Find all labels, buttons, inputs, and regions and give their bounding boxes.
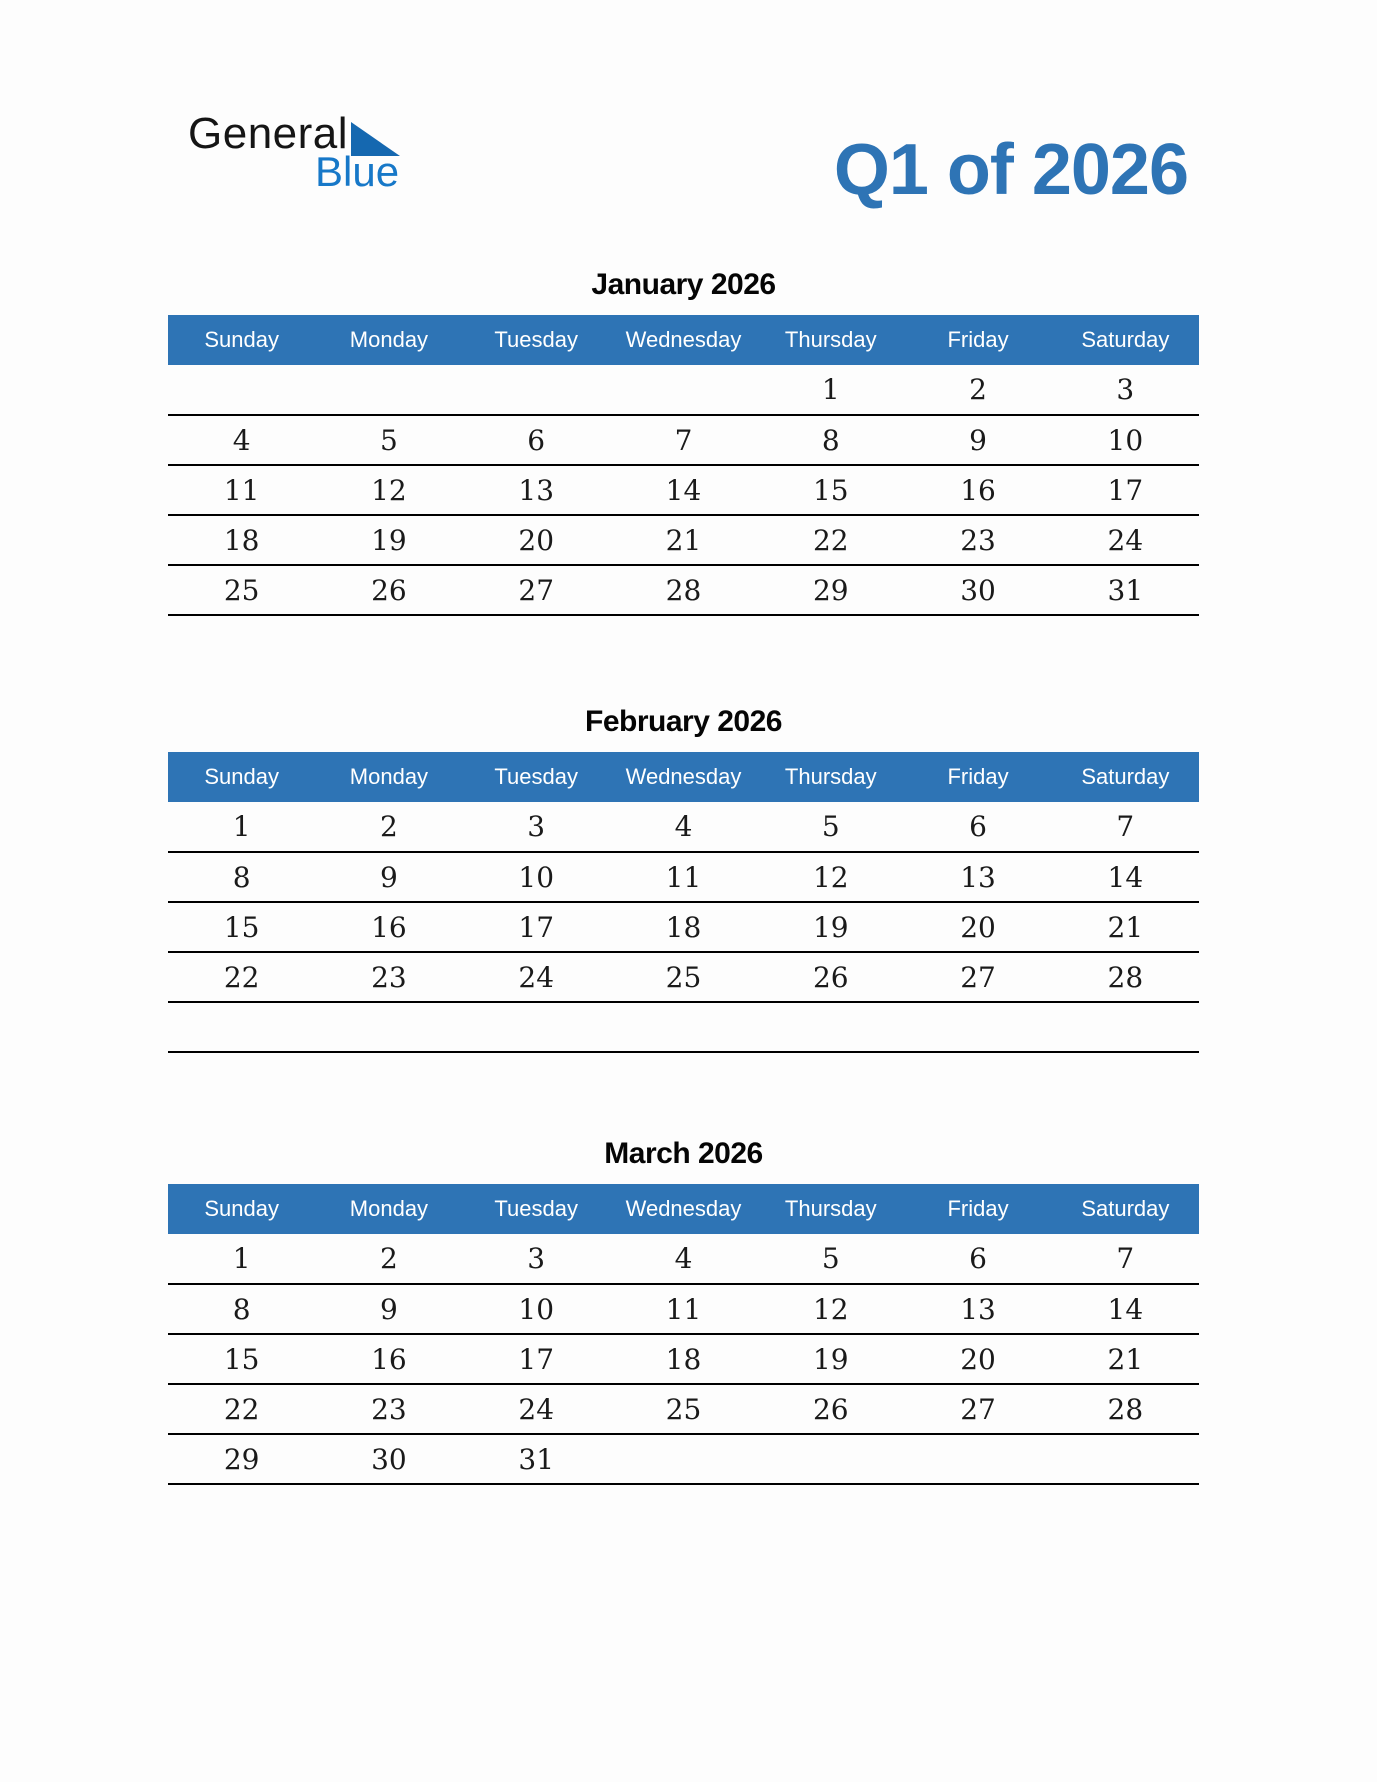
date-cell: 27 — [904, 952, 1051, 1002]
empty-date-cell — [1052, 1002, 1199, 1052]
date-cell: 24 — [1052, 515, 1199, 565]
empty-date-cell — [315, 365, 462, 415]
date-cell: 4 — [610, 1234, 757, 1284]
date-cell: 2 — [315, 802, 462, 852]
month-section — [168, 704, 1199, 1053]
weekday-header-row — [168, 315, 1199, 365]
date-cell: 20 — [904, 1334, 1051, 1384]
date-cell: 21 — [1052, 902, 1199, 952]
date-cell: 1 — [168, 802, 315, 852]
date-cell: 8 — [168, 852, 315, 902]
weekday-header: Monday — [315, 315, 462, 365]
date-cell: 14 — [1052, 1284, 1199, 1334]
empty-date-cell — [757, 1002, 904, 1052]
empty-date-cell — [904, 1434, 1051, 1484]
weekday-header: Sunday — [168, 752, 315, 802]
date-cell: 10 — [463, 852, 610, 902]
date-cell: 10 — [1052, 415, 1199, 465]
date-cell: 9 — [315, 1284, 462, 1334]
week-row — [168, 1434, 1199, 1484]
weekday-header: Friday — [904, 315, 1051, 365]
weekday-header: Wednesday — [610, 315, 757, 365]
date-cell: 29 — [168, 1434, 315, 1484]
empty-date-cell — [463, 1002, 610, 1052]
date-cell: 7 — [1052, 802, 1199, 852]
weekday-header: Sunday — [168, 315, 315, 365]
date-cell: 17 — [463, 902, 610, 952]
date-cell: 26 — [757, 952, 904, 1002]
week-row — [168, 1284, 1199, 1334]
month-calendar-table — [168, 752, 1199, 1053]
empty-date-cell — [168, 1002, 315, 1052]
date-cell: 14 — [1052, 852, 1199, 902]
week-row — [168, 515, 1199, 565]
date-cell: 9 — [904, 415, 1051, 465]
date-cell: 14 — [610, 465, 757, 515]
date-cell: 31 — [463, 1434, 610, 1484]
empty-date-cell — [610, 1002, 757, 1052]
date-cell: 30 — [904, 565, 1051, 615]
weekday-header: Wednesday — [610, 752, 757, 802]
weekday-header: Monday — [315, 1184, 462, 1234]
date-cell: 2 — [315, 1234, 462, 1284]
date-cell: 20 — [904, 902, 1051, 952]
date-cell: 25 — [610, 1384, 757, 1434]
month-section — [168, 267, 1199, 616]
weekday-header: Tuesday — [463, 1184, 610, 1234]
date-cell: 31 — [1052, 565, 1199, 615]
date-cell: 15 — [757, 465, 904, 515]
week-row — [168, 1334, 1199, 1384]
empty-date-cell — [610, 365, 757, 415]
date-cell: 28 — [610, 565, 757, 615]
week-row — [168, 1234, 1199, 1284]
week-row — [168, 415, 1199, 465]
date-cell: 12 — [757, 1284, 904, 1334]
date-cell: 15 — [168, 902, 315, 952]
date-cell: 11 — [610, 1284, 757, 1334]
date-cell: 24 — [463, 1384, 610, 1434]
general-blue-logo — [188, 109, 400, 195]
week-row — [168, 465, 1199, 515]
logo-text-general: General — [188, 109, 349, 158]
date-cell: 1 — [168, 1234, 315, 1284]
date-cell: 1 — [757, 365, 904, 415]
weekday-header: Saturday — [1052, 315, 1199, 365]
date-cell: 23 — [315, 952, 462, 1002]
date-cell: 18 — [168, 515, 315, 565]
date-cell: 5 — [315, 415, 462, 465]
date-cell: 19 — [757, 902, 904, 952]
weekday-header-row — [168, 1184, 1199, 1234]
date-cell: 28 — [1052, 952, 1199, 1002]
month-title: March 2026 — [604, 1137, 763, 1170]
date-cell: 11 — [610, 852, 757, 902]
week-row — [168, 365, 1199, 415]
date-cell: 12 — [315, 465, 462, 515]
date-cell: 22 — [168, 1384, 315, 1434]
week-row — [168, 852, 1199, 902]
date-cell: 25 — [610, 952, 757, 1002]
date-cell: 15 — [168, 1334, 315, 1384]
date-cell: 7 — [1052, 1234, 1199, 1284]
month-section — [168, 1136, 1199, 1485]
date-cell: 9 — [315, 852, 462, 902]
date-cell: 23 — [315, 1384, 462, 1434]
date-cell: 8 — [168, 1284, 315, 1334]
week-row — [168, 565, 1199, 615]
date-cell: 29 — [757, 565, 904, 615]
date-cell: 16 — [904, 465, 1051, 515]
date-cell: 3 — [463, 802, 610, 852]
weekday-header: Friday — [904, 1184, 1051, 1234]
empty-date-cell — [168, 365, 315, 415]
weekday-header: Thursday — [757, 752, 904, 802]
date-cell: 6 — [904, 1234, 1051, 1284]
weekday-header: Monday — [315, 752, 462, 802]
empty-date-cell — [904, 1002, 1051, 1052]
date-cell: 16 — [315, 902, 462, 952]
date-cell: 6 — [463, 415, 610, 465]
weekday-header: Tuesday — [463, 752, 610, 802]
empty-date-cell — [757, 1434, 904, 1484]
date-cell: 13 — [904, 852, 1051, 902]
date-cell: 21 — [1052, 1334, 1199, 1384]
date-cell: 18 — [610, 1334, 757, 1384]
empty-date-cell — [1052, 1434, 1199, 1484]
empty-date-cell — [610, 1434, 757, 1484]
date-cell: 13 — [904, 1284, 1051, 1334]
date-cell: 27 — [463, 565, 610, 615]
date-cell: 5 — [757, 802, 904, 852]
date-cell: 13 — [463, 465, 610, 515]
date-cell: 21 — [610, 515, 757, 565]
quarter-title: Q1 of 2026 — [833, 130, 1188, 210]
date-cell: 28 — [1052, 1384, 1199, 1434]
month-title: February 2026 — [585, 705, 782, 738]
date-cell: 23 — [904, 515, 1051, 565]
date-cell: 16 — [315, 1334, 462, 1384]
logo-text-blue: Blue — [314, 148, 400, 195]
month-calendar-table — [168, 315, 1199, 616]
date-cell: 7 — [610, 415, 757, 465]
date-cell: 26 — [757, 1384, 904, 1434]
weekday-header: Thursday — [757, 1184, 904, 1234]
date-cell: 6 — [904, 802, 1051, 852]
month-title: January 2026 — [591, 268, 776, 301]
date-cell: 20 — [463, 515, 610, 565]
date-cell: 4 — [168, 415, 315, 465]
date-cell: 27 — [904, 1384, 1051, 1434]
week-row — [168, 1384, 1199, 1434]
weekday-header: Thursday — [757, 315, 904, 365]
weekday-header: Friday — [904, 752, 1051, 802]
week-row — [168, 802, 1199, 852]
page-header — [168, 0, 1199, 210]
week-row — [168, 902, 1199, 952]
date-cell: 12 — [757, 852, 904, 902]
week-row — [168, 952, 1199, 1002]
date-cell: 11 — [168, 465, 315, 515]
date-cell: 10 — [463, 1284, 610, 1334]
date-cell: 17 — [1052, 465, 1199, 515]
weekday-header: Sunday — [168, 1184, 315, 1234]
weekday-header: Saturday — [1052, 1184, 1199, 1234]
date-cell: 5 — [757, 1234, 904, 1284]
date-cell: 19 — [315, 515, 462, 565]
date-cell: 3 — [463, 1234, 610, 1284]
week-row — [168, 1002, 1199, 1052]
date-cell: 17 — [463, 1334, 610, 1384]
date-cell: 25 — [168, 565, 315, 615]
months-container — [168, 267, 1199, 1485]
weekday-header: Saturday — [1052, 752, 1199, 802]
date-cell: 22 — [168, 952, 315, 1002]
month-calendar-table — [168, 1184, 1199, 1485]
date-cell: 2 — [904, 365, 1051, 415]
weekday-header-row — [168, 752, 1199, 802]
empty-date-cell — [463, 365, 610, 415]
weekday-header: Tuesday — [463, 315, 610, 365]
date-cell: 18 — [610, 902, 757, 952]
weekday-header: Wednesday — [610, 1184, 757, 1234]
date-cell: 8 — [757, 415, 904, 465]
date-cell: 4 — [610, 802, 757, 852]
date-cell: 24 — [463, 952, 610, 1002]
empty-date-cell — [315, 1002, 462, 1052]
date-cell: 22 — [757, 515, 904, 565]
date-cell: 19 — [757, 1334, 904, 1384]
date-cell: 26 — [315, 565, 462, 615]
date-cell: 3 — [1052, 365, 1199, 415]
date-cell: 30 — [315, 1434, 462, 1484]
